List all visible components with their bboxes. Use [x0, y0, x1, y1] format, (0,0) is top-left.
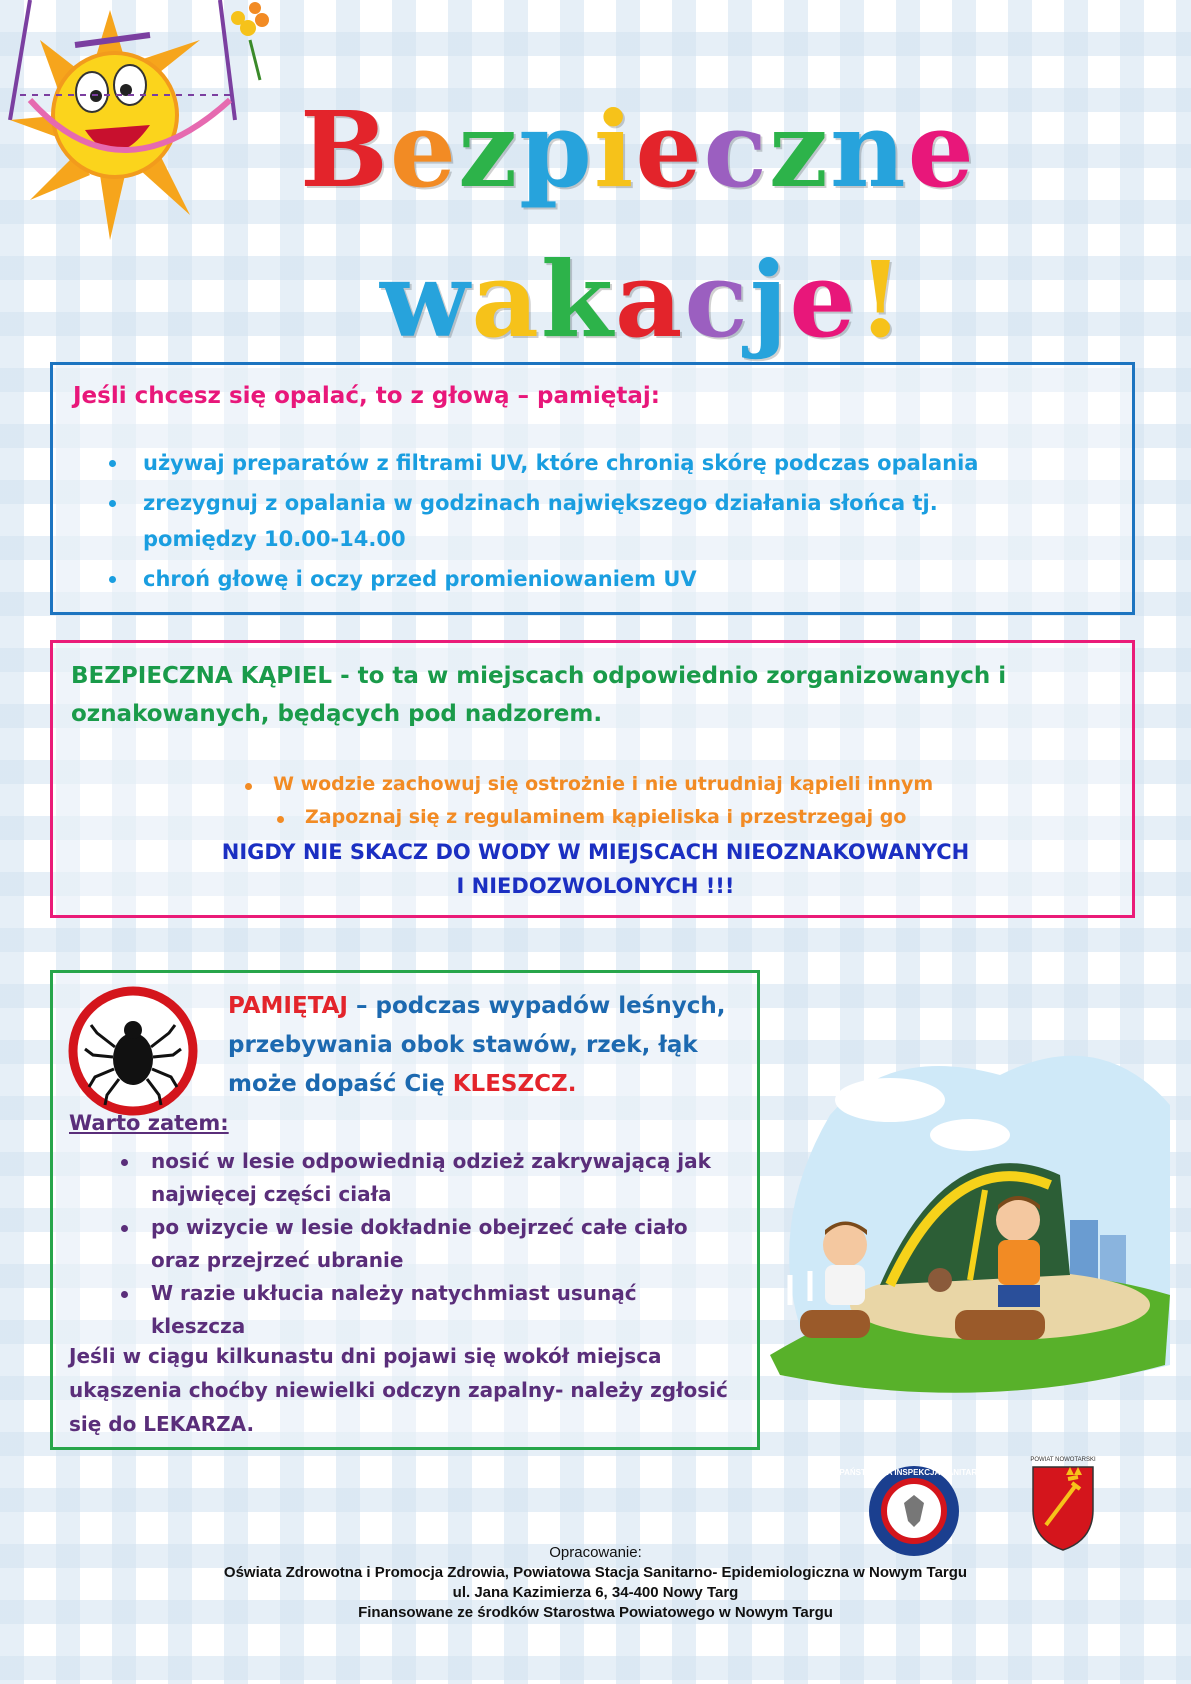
poster-title-line2	[380, 238, 906, 361]
swim-warning: NIGDY NIE SKACZ DO WODY W MIEJSCACH NIEOZNAKOWANYCH	[221, 840, 970, 864]
tick-heading-text: – podczas wypadów leśnych, przebywania obok stawów, rzek, łąk może dopaść Cię	[228, 993, 726, 1097]
title-letter: z	[768, 88, 830, 211]
title-letter: a	[614, 238, 685, 361]
footer-funding: Finansowane ze środków Starostwa Powiatowego w Nowym Targu	[358, 1604, 833, 1621]
title-letter: !	[857, 238, 906, 361]
title-letter: p	[519, 88, 594, 211]
camping-illustration	[770, 1035, 1180, 1410]
title-letter: e	[789, 238, 858, 361]
title-letter: c	[703, 88, 769, 211]
title-letter: e	[635, 88, 704, 211]
swim-item: W wodzie zachowuj się ostrożnie i nie utrudniaj kąpieli innym	[273, 773, 934, 795]
title-letter: w	[380, 238, 472, 361]
swim-safety-heading: BEZPIECZNA KĄPIEL - to ta w miejscach odpowiednio zorganizowanych i oznakowanych, będących pod nadzorem.	[71, 663, 1007, 727]
footer-credit-label: Opracowanie:	[549, 1544, 642, 1561]
swim-safety-box	[50, 640, 1135, 918]
title-letter: c	[684, 238, 750, 361]
county-coat-of-arms	[1028, 1455, 1098, 1555]
title-letter: z	[458, 88, 520, 211]
tick-safety-box	[50, 970, 760, 1450]
title-letter: a	[471, 238, 541, 361]
swim-warning: I NIEDOZWOLONYCH !!!	[456, 874, 735, 898]
poster-title-line1	[300, 88, 976, 211]
title-letter: j	[749, 238, 790, 361]
list-item: chroń głowę i oczy przed promieniowaniem UV	[143, 561, 1103, 597]
tick-footer-text: Jeśli w ciągu kilkunastu dni pojawi się wokół miejsca ukąszenia choćby niewielki odczyn zapalny- należy zgłosić się do LEKARZA.	[69, 1344, 728, 1436]
sun-safety-box	[50, 362, 1135, 615]
coat-label: POWIAT NOWOTARSKI	[1030, 1457, 1096, 1463]
title-letter: e	[907, 88, 976, 211]
sun-safety-list	[143, 445, 1103, 601]
title-letter: k	[540, 238, 615, 361]
footer-address: ul. Jana Kazimierza 6, 34-400 Nowy Targ	[452, 1584, 739, 1601]
list-item: nosić w lesie odpowiednią odzież zakrywającą jak najwięcej części ciała	[151, 1145, 711, 1211]
title-letter: e	[389, 88, 459, 211]
title-letter: i	[593, 88, 636, 211]
sun-illustration	[0, 0, 300, 250]
remember-word: PAMIĘTAJ	[228, 993, 348, 1019]
logo-ring-text: PAŃSTWOWA INSPEKCJA SANITARNA	[839, 1468, 989, 1477]
tick-word: KLESZCZ.	[452, 1071, 577, 1097]
tick-advice-list	[151, 1145, 731, 1343]
list-item: zrezygnuj z opalania w godzinach największego działania słońca tj. pomiędzy 10.00-14.00	[143, 485, 1043, 557]
tick-heading	[228, 987, 748, 1104]
list-item: W razie ukłucia należy natychmiast usunąć kleszcza	[151, 1277, 651, 1343]
sun-safety-heading: Jeśli chcesz się opalać, to z głową – pamiętaj:	[73, 383, 661, 409]
worth-heading: Warto zatem:	[69, 1111, 229, 1135]
list-item: używaj preparatów z filtrami UV, które chronią skórę podczas opalania	[143, 445, 1103, 481]
footer-author: Oświata Zdrowotna i Promocja Zdrowia, Powiatowa Stacja Sanitarno- Epidemiologiczna w Nowym Targu	[223, 1564, 968, 1581]
title-letter: n	[829, 88, 908, 211]
title-letter: B	[300, 88, 390, 211]
swim-item: Zapoznaj się z regulaminem kąpieliska i przestrzegaj go	[305, 806, 907, 828]
tick-warning-icon	[67, 985, 199, 1117]
list-item: po wizycie w lesie dokładnie obejrzeć całe ciało oraz przejrzeć ubranie	[151, 1211, 711, 1277]
